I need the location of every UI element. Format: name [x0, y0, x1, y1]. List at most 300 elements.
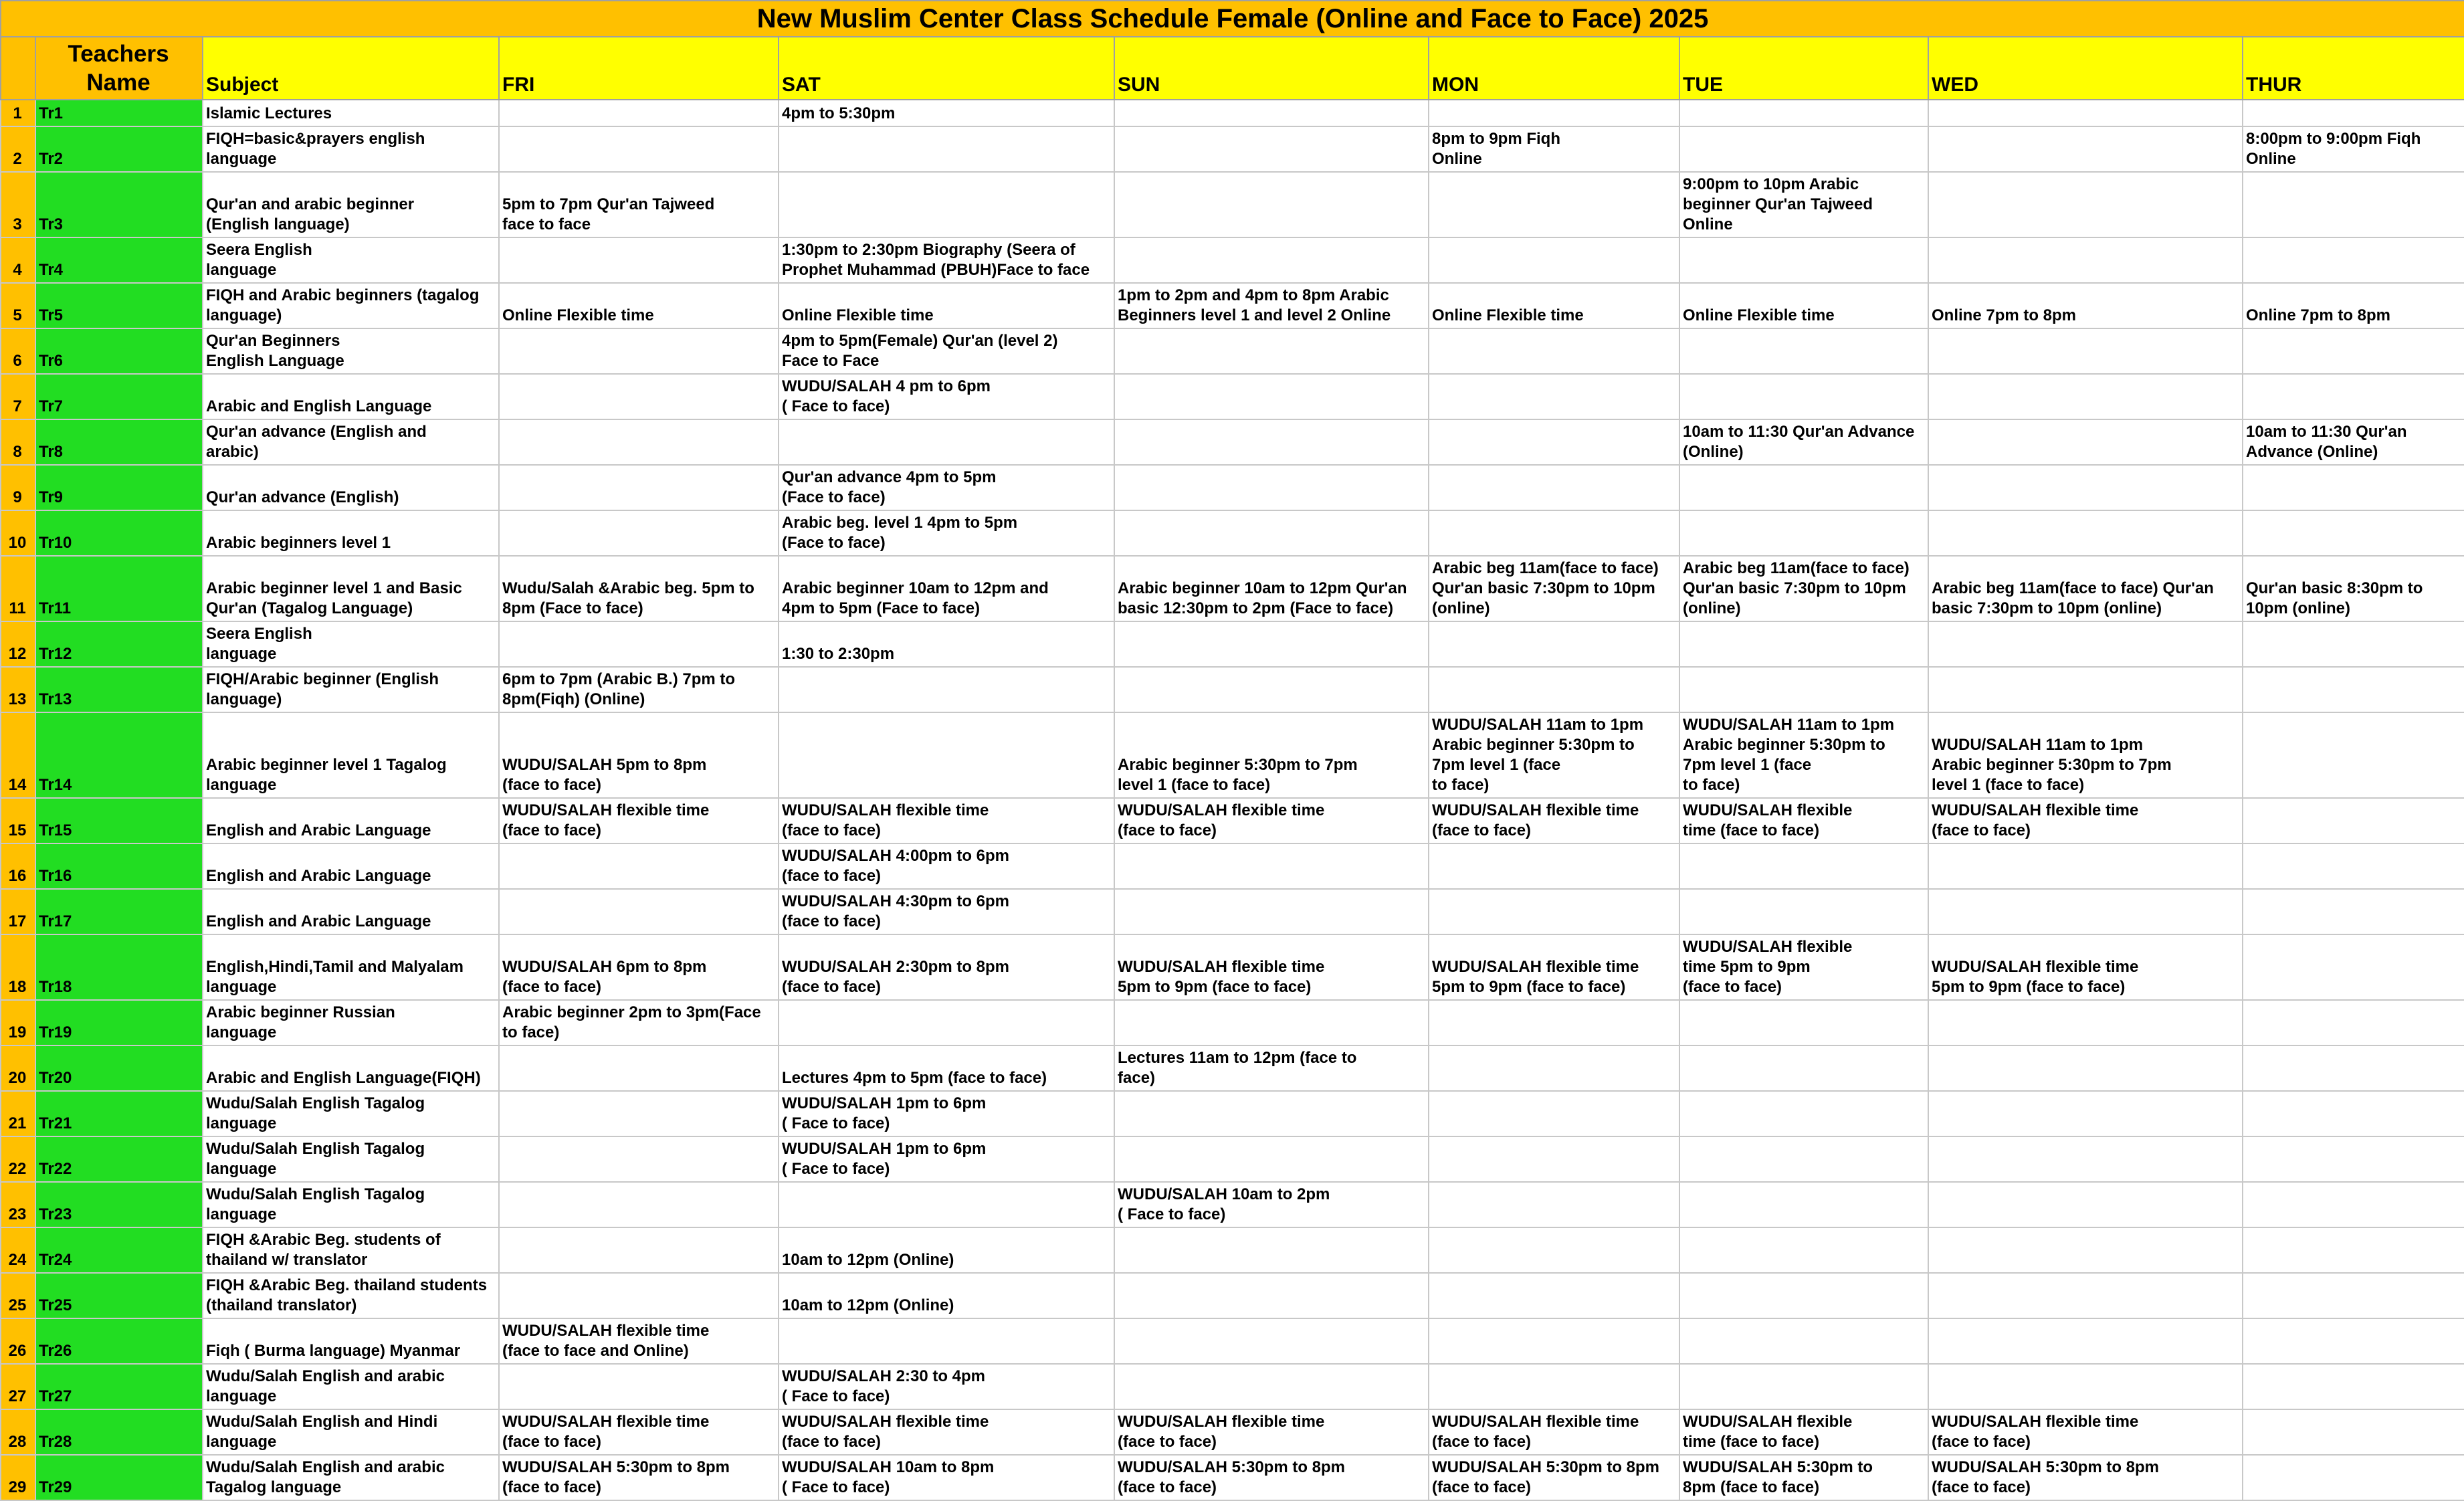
teacher-name-cell[interactable]: Tr26	[35, 1318, 203, 1364]
row-number[interactable]: 2	[1, 126, 35, 172]
schedule-cell-tue[interactable]: 10am to 11:30 Qur'an Advance (Online)	[1679, 419, 1928, 465]
schedule-cell-mon[interactable]: Online Flexible time	[1429, 283, 1679, 328]
schedule-cell-wed[interactable]: WUDU/SALAH 11am to 1pm Arabic beginner 5:30pm to 7pm level 1 (face to face)	[1928, 712, 2243, 798]
row-number[interactable]: 8	[1, 419, 35, 465]
schedule-cell-sun[interactable]	[1114, 374, 1429, 419]
schedule-cell-sun[interactable]	[1114, 237, 1429, 283]
row-number[interactable]: 27	[1, 1364, 35, 1409]
row-number[interactable]: 12	[1, 621, 35, 667]
schedule-cell-sat[interactable]: WUDU/SALAH 2:30 to 4pm ( Face to face)	[779, 1364, 1114, 1409]
schedule-cell-wed[interactable]	[1928, 1227, 2243, 1273]
schedule-cell-fri[interactable]	[499, 1273, 779, 1318]
schedule-cell-tue[interactable]	[1679, 1318, 1928, 1364]
schedule-cell-tue[interactable]	[1679, 889, 1928, 934]
schedule-cell-sun[interactable]: WUDU/SALAH flexible time 5pm to 9pm (face to face)	[1114, 934, 1429, 1000]
schedule-cell-thur[interactable]	[2243, 172, 2464, 237]
schedule-cell-tue[interactable]: WUDU/SALAH flexible time (face to face)	[1679, 1409, 1928, 1455]
teacher-name-cell[interactable]: Tr10	[35, 510, 203, 556]
header-day-wed[interactable]: WED	[1928, 37, 2243, 100]
row-number[interactable]: 16	[1, 843, 35, 889]
subject-cell[interactable]: Wudu/Salah English and arabic language	[203, 1364, 499, 1409]
schedule-cell-sun[interactable]	[1114, 843, 1429, 889]
schedule-cell-mon[interactable]	[1429, 667, 1679, 712]
header-day-fri[interactable]: FRI	[499, 37, 779, 100]
subject-cell[interactable]: FIQH=basic&prayers english language	[203, 126, 499, 172]
schedule-cell-wed[interactable]	[1928, 1000, 2243, 1045]
schedule-cell-wed[interactable]	[1928, 1364, 2243, 1409]
teacher-name-cell[interactable]: Tr20	[35, 1045, 203, 1091]
subject-cell[interactable]: Wudu/Salah English Tagalog language	[203, 1136, 499, 1182]
schedule-cell-wed[interactable]	[1928, 374, 2243, 419]
schedule-cell-fri[interactable]	[499, 1136, 779, 1182]
schedule-cell-wed[interactable]	[1928, 1273, 2243, 1318]
schedule-cell-fri[interactable]	[499, 100, 779, 126]
schedule-cell-wed[interactable]: WUDU/SALAH 5:30pm to 8pm (face to face)	[1928, 1455, 2243, 1500]
schedule-cell-thur[interactable]	[2243, 1227, 2464, 1273]
schedule-cell-tue[interactable]: WUDU/SALAH 5:30pm to 8pm (face to face)	[1679, 1455, 1928, 1500]
schedule-cell-sun[interactable]: Lectures 11am to 12pm (face to face)	[1114, 1045, 1429, 1091]
schedule-cell-wed[interactable]	[1928, 1182, 2243, 1227]
schedule-cell-thur[interactable]	[2243, 237, 2464, 283]
schedule-cell-mon[interactable]	[1429, 374, 1679, 419]
schedule-cell-thur[interactable]	[2243, 328, 2464, 374]
teacher-name-cell[interactable]: Tr16	[35, 843, 203, 889]
teacher-name-cell[interactable]: Tr27	[35, 1364, 203, 1409]
schedule-cell-fri[interactable]	[499, 419, 779, 465]
schedule-cell-mon[interactable]	[1429, 419, 1679, 465]
subject-cell[interactable]: Qur'an advance (English and arabic)	[203, 419, 499, 465]
teacher-name-cell[interactable]: Tr2	[35, 126, 203, 172]
schedule-cell-thur[interactable]	[2243, 934, 2464, 1000]
subject-cell[interactable]: Arabic beginner level 1 and Basic Qur'an (Tagalog Language)	[203, 556, 499, 621]
schedule-cell-wed[interactable]: Online 7pm to 8pm	[1928, 283, 2243, 328]
subject-cell[interactable]: FIQH &Arabic Beg. students of thailand w/ translator	[203, 1227, 499, 1273]
subject-cell[interactable]: English and Arabic Language	[203, 798, 499, 843]
schedule-cell-fri[interactable]: WUDU/SALAH flexible time (face to face)	[499, 798, 779, 843]
teacher-name-cell[interactable]: Tr23	[35, 1182, 203, 1227]
schedule-cell-sun[interactable]	[1114, 889, 1429, 934]
schedule-cell-sat[interactable]: 4pm to 5:30pm	[779, 100, 1114, 126]
header-day-tue[interactable]: TUE	[1679, 37, 1928, 100]
subject-cell[interactable]: Wudu/Salah English Tagalog language	[203, 1091, 499, 1136]
header-day-sat[interactable]: SAT	[779, 37, 1114, 100]
teacher-name-cell[interactable]: Tr13	[35, 667, 203, 712]
schedule-cell-sat[interactable]: 10am to 12pm (Online)	[779, 1227, 1114, 1273]
teacher-name-cell[interactable]: Tr12	[35, 621, 203, 667]
row-number[interactable]: 17	[1, 889, 35, 934]
teacher-name-cell[interactable]: Tr15	[35, 798, 203, 843]
schedule-cell-mon[interactable]	[1429, 465, 1679, 510]
schedule-cell-fri[interactable]: 6pm to 7pm (Arabic B.) 7pm to 8pm(Fiqh) (Online)	[499, 667, 779, 712]
schedule-cell-wed[interactable]	[1928, 510, 2243, 556]
schedule-cell-sat[interactable]: WUDU/SALAH 1pm to 6pm ( Face to face)	[779, 1136, 1114, 1182]
teacher-name-cell[interactable]: Tr11	[35, 556, 203, 621]
schedule-cell-sat[interactable]: WUDU/SALAH 4:00pm to 6pm (face to face)	[779, 843, 1114, 889]
schedule-cell-sun[interactable]: WUDU/SALAH 5:30pm to 8pm (face to face)	[1114, 1455, 1429, 1500]
schedule-cell-thur[interactable]	[2243, 374, 2464, 419]
schedule-cell-sat[interactable]: Qur'an advance 4pm to 5pm (Face to face)	[779, 465, 1114, 510]
schedule-cell-fri[interactable]: WUDU/SALAH flexible time (face to face)	[499, 1409, 779, 1455]
schedule-cell-tue[interactable]	[1679, 374, 1928, 419]
schedule-cell-sun[interactable]: WUDU/SALAH 10am to 2pm ( Face to face)	[1114, 1182, 1429, 1227]
schedule-cell-mon[interactable]	[1429, 1000, 1679, 1045]
schedule-cell-sat[interactable]	[779, 667, 1114, 712]
schedule-cell-thur[interactable]	[2243, 1091, 2464, 1136]
schedule-cell-sat[interactable]	[779, 1182, 1114, 1227]
row-number[interactable]: 28	[1, 1409, 35, 1455]
schedule-cell-tue[interactable]: WUDU/SALAH 11am to 1pm Arabic beginner 5:30pm to 7pm level 1 (face to face)	[1679, 712, 1928, 798]
schedule-cell-tue[interactable]	[1679, 1364, 1928, 1409]
teacher-name-cell[interactable]: Tr4	[35, 237, 203, 283]
schedule-cell-mon[interactable]	[1429, 1091, 1679, 1136]
schedule-cell-mon[interactable]: WUDU/SALAH 5:30pm to 8pm (face to face)	[1429, 1455, 1679, 1500]
schedule-cell-mon[interactable]	[1429, 510, 1679, 556]
subject-cell[interactable]: Seera English language	[203, 621, 499, 667]
schedule-cell-thur[interactable]	[2243, 1000, 2464, 1045]
teacher-name-cell[interactable]: Tr18	[35, 934, 203, 1000]
schedule-cell-thur[interactable]	[2243, 1455, 2464, 1500]
row-number[interactable]: 23	[1, 1182, 35, 1227]
schedule-cell-mon[interactable]	[1429, 1273, 1679, 1318]
schedule-cell-tue[interactable]: Online Flexible time	[1679, 283, 1928, 328]
schedule-cell-sun[interactable]	[1114, 621, 1429, 667]
schedule-cell-mon[interactable]	[1429, 1318, 1679, 1364]
row-number[interactable]: 7	[1, 374, 35, 419]
schedule-cell-thur[interactable]: 10am to 11:30 Qur'an Advance (Online)	[2243, 419, 2464, 465]
schedule-cell-tue[interactable]	[1679, 328, 1928, 374]
schedule-cell-sun[interactable]	[1114, 328, 1429, 374]
schedule-cell-sat[interactable]: Arabic beg. level 1 4pm to 5pm (Face to face)	[779, 510, 1114, 556]
subject-cell[interactable]: Qur'an Beginners English Language	[203, 328, 499, 374]
subject-cell[interactable]: Wudu/Salah English and Hindi language	[203, 1409, 499, 1455]
schedule-cell-sat[interactable]	[779, 1000, 1114, 1045]
teacher-name-cell[interactable]: Tr25	[35, 1273, 203, 1318]
schedule-cell-wed[interactable]	[1928, 328, 2243, 374]
schedule-cell-fri[interactable]	[499, 1182, 779, 1227]
schedule-cell-sat[interactable]	[779, 419, 1114, 465]
subject-cell[interactable]: Wudu/Salah English and arabic Tagalog language	[203, 1455, 499, 1500]
schedule-cell-mon[interactable]: 8pm to 9pm Fiqh Online	[1429, 126, 1679, 172]
schedule-cell-tue[interactable]	[1679, 510, 1928, 556]
schedule-cell-tue[interactable]	[1679, 100, 1928, 126]
schedule-cell-wed[interactable]	[1928, 1136, 2243, 1182]
schedule-cell-sat[interactable]: WUDU/SALAH 2:30pm to 8pm (face to face)	[779, 934, 1114, 1000]
teacher-name-cell[interactable]: Tr8	[35, 419, 203, 465]
schedule-cell-sun[interactable]	[1114, 510, 1429, 556]
schedule-cell-wed[interactable]	[1928, 1045, 2243, 1091]
teacher-name-cell[interactable]: Tr29	[35, 1455, 203, 1500]
schedule-cell-sat[interactable]: WUDU/SALAH flexible time (face to face)	[779, 1409, 1114, 1455]
schedule-cell-tue[interactable]: 9:00pm to 10pm Arabic beginner Qur'an Tajweed Online	[1679, 172, 1928, 237]
teacher-name-cell[interactable]: Tr17	[35, 889, 203, 934]
schedule-cell-sun[interactable]	[1114, 100, 1429, 126]
subject-cell[interactable]: Seera English language	[203, 237, 499, 283]
schedule-cell-wed[interactable]	[1928, 621, 2243, 667]
schedule-cell-sat[interactable]: Arabic beginner 10am to 12pm and 4pm to 5pm (Face to face)	[779, 556, 1114, 621]
row-number[interactable]: 22	[1, 1136, 35, 1182]
schedule-cell-thur[interactable]	[2243, 465, 2464, 510]
schedule-cell-wed[interactable]	[1928, 1091, 2243, 1136]
subject-cell[interactable]: English and Arabic Language	[203, 843, 499, 889]
schedule-cell-tue[interactable]: WUDU/SALAH flexible time (face to face)	[1679, 798, 1928, 843]
header-teacher-name[interactable]: Teachers Name	[35, 37, 203, 100]
subject-cell[interactable]: Fiqh ( Burma language) Myanmar	[203, 1318, 499, 1364]
teacher-name-cell[interactable]: Tr3	[35, 172, 203, 237]
teacher-name-cell[interactable]: Tr6	[35, 328, 203, 374]
schedule-cell-tue[interactable]	[1679, 1227, 1928, 1273]
header-day-mon[interactable]: MON	[1429, 37, 1679, 100]
row-number[interactable]: 20	[1, 1045, 35, 1091]
schedule-cell-fri[interactable]: Online Flexible time	[499, 283, 779, 328]
subject-cell[interactable]: Qur'an advance (English)	[203, 465, 499, 510]
schedule-cell-sun[interactable]	[1114, 126, 1429, 172]
subject-cell[interactable]: Arabic beginners level 1	[203, 510, 499, 556]
row-number[interactable]: 18	[1, 934, 35, 1000]
schedule-cell-mon[interactable]	[1429, 100, 1679, 126]
schedule-cell-thur[interactable]: 8:00pm to 9:00pm Fiqh Online	[2243, 126, 2464, 172]
schedule-cell-thur[interactable]	[2243, 1136, 2464, 1182]
schedule-cell-fri[interactable]: WUDU/SALAH flexible time (face to face and Online)	[499, 1318, 779, 1364]
schedule-cell-sat[interactable]: WUDU/SALAH 4:30pm to 6pm (face to face)	[779, 889, 1114, 934]
schedule-cell-wed[interactable]: WUDU/SALAH flexible time (face to face)	[1928, 798, 2243, 843]
schedule-cell-tue[interactable]: WUDU/SALAH flexible time 5pm to 9pm (face to face)	[1679, 934, 1928, 1000]
subject-cell[interactable]: Islamic Lectures	[203, 100, 499, 126]
row-number[interactable]: 4	[1, 237, 35, 283]
schedule-cell-mon[interactable]: WUDU/SALAH flexible time 5pm to 9pm (face to face)	[1429, 934, 1679, 1000]
schedule-cell-tue[interactable]	[1679, 465, 1928, 510]
row-number[interactable]: 29	[1, 1455, 35, 1500]
schedule-cell-sat[interactable]	[779, 172, 1114, 237]
row-number[interactable]: 9	[1, 465, 35, 510]
schedule-cell-thur[interactable]	[2243, 889, 2464, 934]
schedule-cell-sun[interactable]: Arabic beginner 10am to 12pm Qur'an basic 12:30pm to 2pm (Face to face)	[1114, 556, 1429, 621]
schedule-cell-tue[interactable]	[1679, 126, 1928, 172]
schedule-cell-thur[interactable]	[2243, 1182, 2464, 1227]
schedule-cell-sun[interactable]	[1114, 1000, 1429, 1045]
schedule-cell-tue[interactable]	[1679, 667, 1928, 712]
subject-cell[interactable]: FIQH/Arabic beginner (English language)	[203, 667, 499, 712]
subject-cell[interactable]: Wudu/Salah English Tagalog language	[203, 1182, 499, 1227]
schedule-cell-mon[interactable]	[1429, 1182, 1679, 1227]
page-title[interactable]: New Muslim Center Class Schedule Female (Online and Face to Face) 2025	[1, 1, 2464, 37]
schedule-cell-mon[interactable]	[1429, 843, 1679, 889]
row-number[interactable]: 1	[1, 100, 35, 126]
subject-cell[interactable]: Arabic beginner Russian language	[203, 1000, 499, 1045]
schedule-cell-fri[interactable]: WUDU/SALAH 5pm to 8pm (face to face)	[499, 712, 779, 798]
schedule-cell-sun[interactable]	[1114, 1273, 1429, 1318]
header-number-cell[interactable]	[1, 37, 35, 100]
schedule-cell-thur[interactable]	[2243, 1318, 2464, 1364]
schedule-cell-mon[interactable]	[1429, 1364, 1679, 1409]
schedule-cell-sun[interactable]	[1114, 1091, 1429, 1136]
teacher-name-cell[interactable]: Tr9	[35, 465, 203, 510]
schedule-cell-fri[interactable]	[499, 237, 779, 283]
schedule-cell-wed[interactable]	[1928, 889, 2243, 934]
schedule-cell-fri[interactable]	[499, 843, 779, 889]
schedule-cell-wed[interactable]	[1928, 172, 2243, 237]
schedule-cell-tue[interactable]	[1679, 1091, 1928, 1136]
schedule-cell-fri[interactable]: WUDU/SALAH 6pm to 8pm (face to face)	[499, 934, 779, 1000]
row-number[interactable]: 11	[1, 556, 35, 621]
schedule-cell-tue[interactable]	[1679, 1000, 1928, 1045]
schedule-cell-mon[interactable]	[1429, 889, 1679, 934]
row-number[interactable]: 10	[1, 510, 35, 556]
schedule-cell-sat[interactable]	[779, 126, 1114, 172]
schedule-cell-sun[interactable]	[1114, 1136, 1429, 1182]
schedule-cell-thur[interactable]	[2243, 712, 2464, 798]
teacher-name-cell[interactable]: Tr28	[35, 1409, 203, 1455]
schedule-cell-sat[interactable]	[779, 712, 1114, 798]
schedule-cell-fri[interactable]: Arabic beginner 2pm to 3pm(Face to face)	[499, 1000, 779, 1045]
schedule-cell-mon[interactable]: Arabic beg 11am(face to face) Qur'an basic 7:30pm to 10pm (online)	[1429, 556, 1679, 621]
schedule-cell-fri[interactable]	[499, 510, 779, 556]
schedule-cell-thur[interactable]	[2243, 100, 2464, 126]
schedule-cell-fri[interactable]	[499, 1045, 779, 1091]
schedule-cell-tue[interactable]: Arabic beg 11am(face to face) Qur'an basic 7:30pm to 10pm (online)	[1679, 556, 1928, 621]
row-number[interactable]: 5	[1, 283, 35, 328]
schedule-cell-tue[interactable]	[1679, 621, 1928, 667]
schedule-cell-fri[interactable]	[499, 465, 779, 510]
schedule-cell-thur[interactable]	[2243, 1364, 2464, 1409]
teacher-name-cell[interactable]: Tr1	[35, 100, 203, 126]
schedule-cell-thur[interactable]	[2243, 621, 2464, 667]
schedule-cell-fri[interactable]	[499, 621, 779, 667]
schedule-cell-fri[interactable]	[499, 126, 779, 172]
schedule-cell-tue[interactable]	[1679, 1136, 1928, 1182]
schedule-cell-mon[interactable]	[1429, 1227, 1679, 1273]
teacher-name-cell[interactable]: Tr7	[35, 374, 203, 419]
schedule-cell-sun[interactable]	[1114, 419, 1429, 465]
schedule-cell-sat[interactable]: 10am to 12pm (Online)	[779, 1273, 1114, 1318]
schedule-cell-fri[interactable]	[499, 1364, 779, 1409]
schedule-cell-mon[interactable]: WUDU/SALAH 11am to 1pm Arabic beginner 5:30pm to 7pm level 1 (face to face)	[1429, 712, 1679, 798]
schedule-cell-thur[interactable]	[2243, 667, 2464, 712]
teacher-name-cell[interactable]: Tr21	[35, 1091, 203, 1136]
schedule-cell-wed[interactable]	[1928, 100, 2243, 126]
row-number[interactable]: 21	[1, 1091, 35, 1136]
teacher-name-cell[interactable]: Tr19	[35, 1000, 203, 1045]
schedule-cell-fri[interactable]: WUDU/SALAH 5:30pm to 8pm (face to face)	[499, 1455, 779, 1500]
row-number[interactable]: 15	[1, 798, 35, 843]
schedule-cell-sat[interactable]: WUDU/SALAH 10am to 8pm ( Face to face)	[779, 1455, 1114, 1500]
row-number[interactable]: 6	[1, 328, 35, 374]
schedule-cell-tue[interactable]	[1679, 1273, 1928, 1318]
header-day-thur[interactable]: THUR	[2243, 37, 2464, 100]
row-number[interactable]: 24	[1, 1227, 35, 1273]
schedule-cell-sun[interactable]	[1114, 465, 1429, 510]
schedule-cell-thur[interactable]	[2243, 510, 2464, 556]
schedule-cell-fri[interactable]: 5pm to 7pm Qur'an Tajweed face to face	[499, 172, 779, 237]
header-day-sun[interactable]: SUN	[1114, 37, 1429, 100]
schedule-cell-fri[interactable]	[499, 889, 779, 934]
row-number[interactable]: 13	[1, 667, 35, 712]
row-number[interactable]: 25	[1, 1273, 35, 1318]
schedule-cell-fri[interactable]: Wudu/Salah &Arabic beg. 5pm to 8pm (Face to face)	[499, 556, 779, 621]
row-number[interactable]: 3	[1, 172, 35, 237]
schedule-cell-tue[interactable]	[1679, 1182, 1928, 1227]
schedule-cell-fri[interactable]	[499, 1091, 779, 1136]
schedule-cell-sun[interactable]	[1114, 172, 1429, 237]
schedule-cell-wed[interactable]: Arabic beg 11am(face to face) Qur'an basic 7:30pm to 10pm (online)	[1928, 556, 2243, 621]
schedule-cell-sat[interactable]: Lectures 4pm to 5pm (face to face)	[779, 1045, 1114, 1091]
schedule-cell-sun[interactable]: 1pm to 2pm and 4pm to 8pm Arabic Beginners level 1 and level 2 Online	[1114, 283, 1429, 328]
schedule-cell-sun[interactable]: WUDU/SALAH flexible time (face to face)	[1114, 1409, 1429, 1455]
header-subject[interactable]: Subject	[203, 37, 499, 100]
schedule-cell-sat[interactable]	[779, 1318, 1114, 1364]
subject-cell[interactable]: FIQH &Arabic Beg. thailand students (thailand translator)	[203, 1273, 499, 1318]
schedule-cell-mon[interactable]	[1429, 621, 1679, 667]
schedule-cell-thur[interactable]	[2243, 798, 2464, 843]
teacher-name-cell[interactable]: Tr5	[35, 283, 203, 328]
schedule-cell-wed[interactable]	[1928, 419, 2243, 465]
schedule-cell-thur[interactable]	[2243, 1409, 2464, 1455]
teacher-name-cell[interactable]: Tr24	[35, 1227, 203, 1273]
schedule-cell-thur[interactable]: Online 7pm to 8pm	[2243, 283, 2464, 328]
subject-cell[interactable]: Arabic and English Language(FIQH)	[203, 1045, 499, 1091]
schedule-cell-sun[interactable]	[1114, 1227, 1429, 1273]
schedule-cell-sun[interactable]	[1114, 1318, 1429, 1364]
schedule-cell-fri[interactable]	[499, 1227, 779, 1273]
schedule-cell-mon[interactable]	[1429, 1136, 1679, 1182]
subject-cell[interactable]: Arabic and English Language	[203, 374, 499, 419]
teacher-name-cell[interactable]: Tr14	[35, 712, 203, 798]
subject-cell[interactable]: Qur'an and arabic beginner (English language)	[203, 172, 499, 237]
schedule-cell-wed[interactable]	[1928, 667, 2243, 712]
schedule-cell-sun[interactable]	[1114, 1364, 1429, 1409]
schedule-cell-wed[interactable]	[1928, 1318, 2243, 1364]
subject-cell[interactable]: English,Hindi,Tamil and Malyalam language	[203, 934, 499, 1000]
schedule-cell-tue[interactable]	[1679, 1045, 1928, 1091]
schedule-cell-sat[interactable]: Online Flexible time	[779, 283, 1114, 328]
schedule-cell-mon[interactable]	[1429, 328, 1679, 374]
row-number[interactable]: 14	[1, 712, 35, 798]
schedule-cell-wed[interactable]	[1928, 237, 2243, 283]
schedule-cell-tue[interactable]	[1679, 237, 1928, 283]
schedule-cell-mon[interactable]: WUDU/SALAH flexible time (face to face)	[1429, 1409, 1679, 1455]
schedule-cell-mon[interactable]	[1429, 237, 1679, 283]
schedule-cell-fri[interactable]	[499, 328, 779, 374]
schedule-cell-sat[interactable]: WUDU/SALAH 4 pm to 6pm ( Face to face)	[779, 374, 1114, 419]
schedule-cell-mon[interactable]: WUDU/SALAH flexible time (face to face)	[1429, 798, 1679, 843]
schedule-cell-sat[interactable]: WUDU/SALAH 1pm to 6pm ( Face to face)	[779, 1091, 1114, 1136]
subject-cell[interactable]: FIQH and Arabic beginners (tagalog language)	[203, 283, 499, 328]
subject-cell[interactable]: English and Arabic Language	[203, 889, 499, 934]
schedule-cell-thur[interactable]: Qur'an basic 8:30pm to 10pm (online)	[2243, 556, 2464, 621]
schedule-cell-sat[interactable]: 1:30 to 2:30pm	[779, 621, 1114, 667]
schedule-cell-wed[interactable]	[1928, 465, 2243, 510]
schedule-cell-wed[interactable]	[1928, 126, 2243, 172]
schedule-cell-mon[interactable]	[1429, 172, 1679, 237]
schedule-cell-thur[interactable]	[2243, 1045, 2464, 1091]
schedule-cell-sat[interactable]: WUDU/SALAH flexible time (face to face)	[779, 798, 1114, 843]
schedule-cell-sat[interactable]: 1:30pm to 2:30pm Biography (Seera of Prophet Muhammad (PBUH)Face to face	[779, 237, 1114, 283]
schedule-cell-wed[interactable]: WUDU/SALAH flexible time 5pm to 9pm (face to face)	[1928, 934, 2243, 1000]
schedule-cell-mon[interactable]	[1429, 1045, 1679, 1091]
schedule-cell-fri[interactable]	[499, 374, 779, 419]
teacher-name-cell[interactable]: Tr22	[35, 1136, 203, 1182]
schedule-cell-sun[interactable]: WUDU/SALAH flexible time (face to face)	[1114, 798, 1429, 843]
schedule-cell-thur[interactable]	[2243, 843, 2464, 889]
schedule-cell-sun[interactable]: Arabic beginner 5:30pm to 7pm level 1 (face to face)	[1114, 712, 1429, 798]
schedule-cell-thur[interactable]	[2243, 1273, 2464, 1318]
row-number[interactable]: 19	[1, 1000, 35, 1045]
schedule-cell-sun[interactable]	[1114, 667, 1429, 712]
schedule-cell-tue[interactable]	[1679, 843, 1928, 889]
schedule-cell-wed[interactable]	[1928, 843, 2243, 889]
schedule-cell-sat[interactable]: 4pm to 5pm(Female) Qur'an (level 2) Face to Face	[779, 328, 1114, 374]
schedule-cell-wed[interactable]: WUDU/SALAH flexible time (face to face)	[1928, 1409, 2243, 1455]
subject-cell[interactable]: Arabic beginner level 1 Tagalog language	[203, 712, 499, 798]
